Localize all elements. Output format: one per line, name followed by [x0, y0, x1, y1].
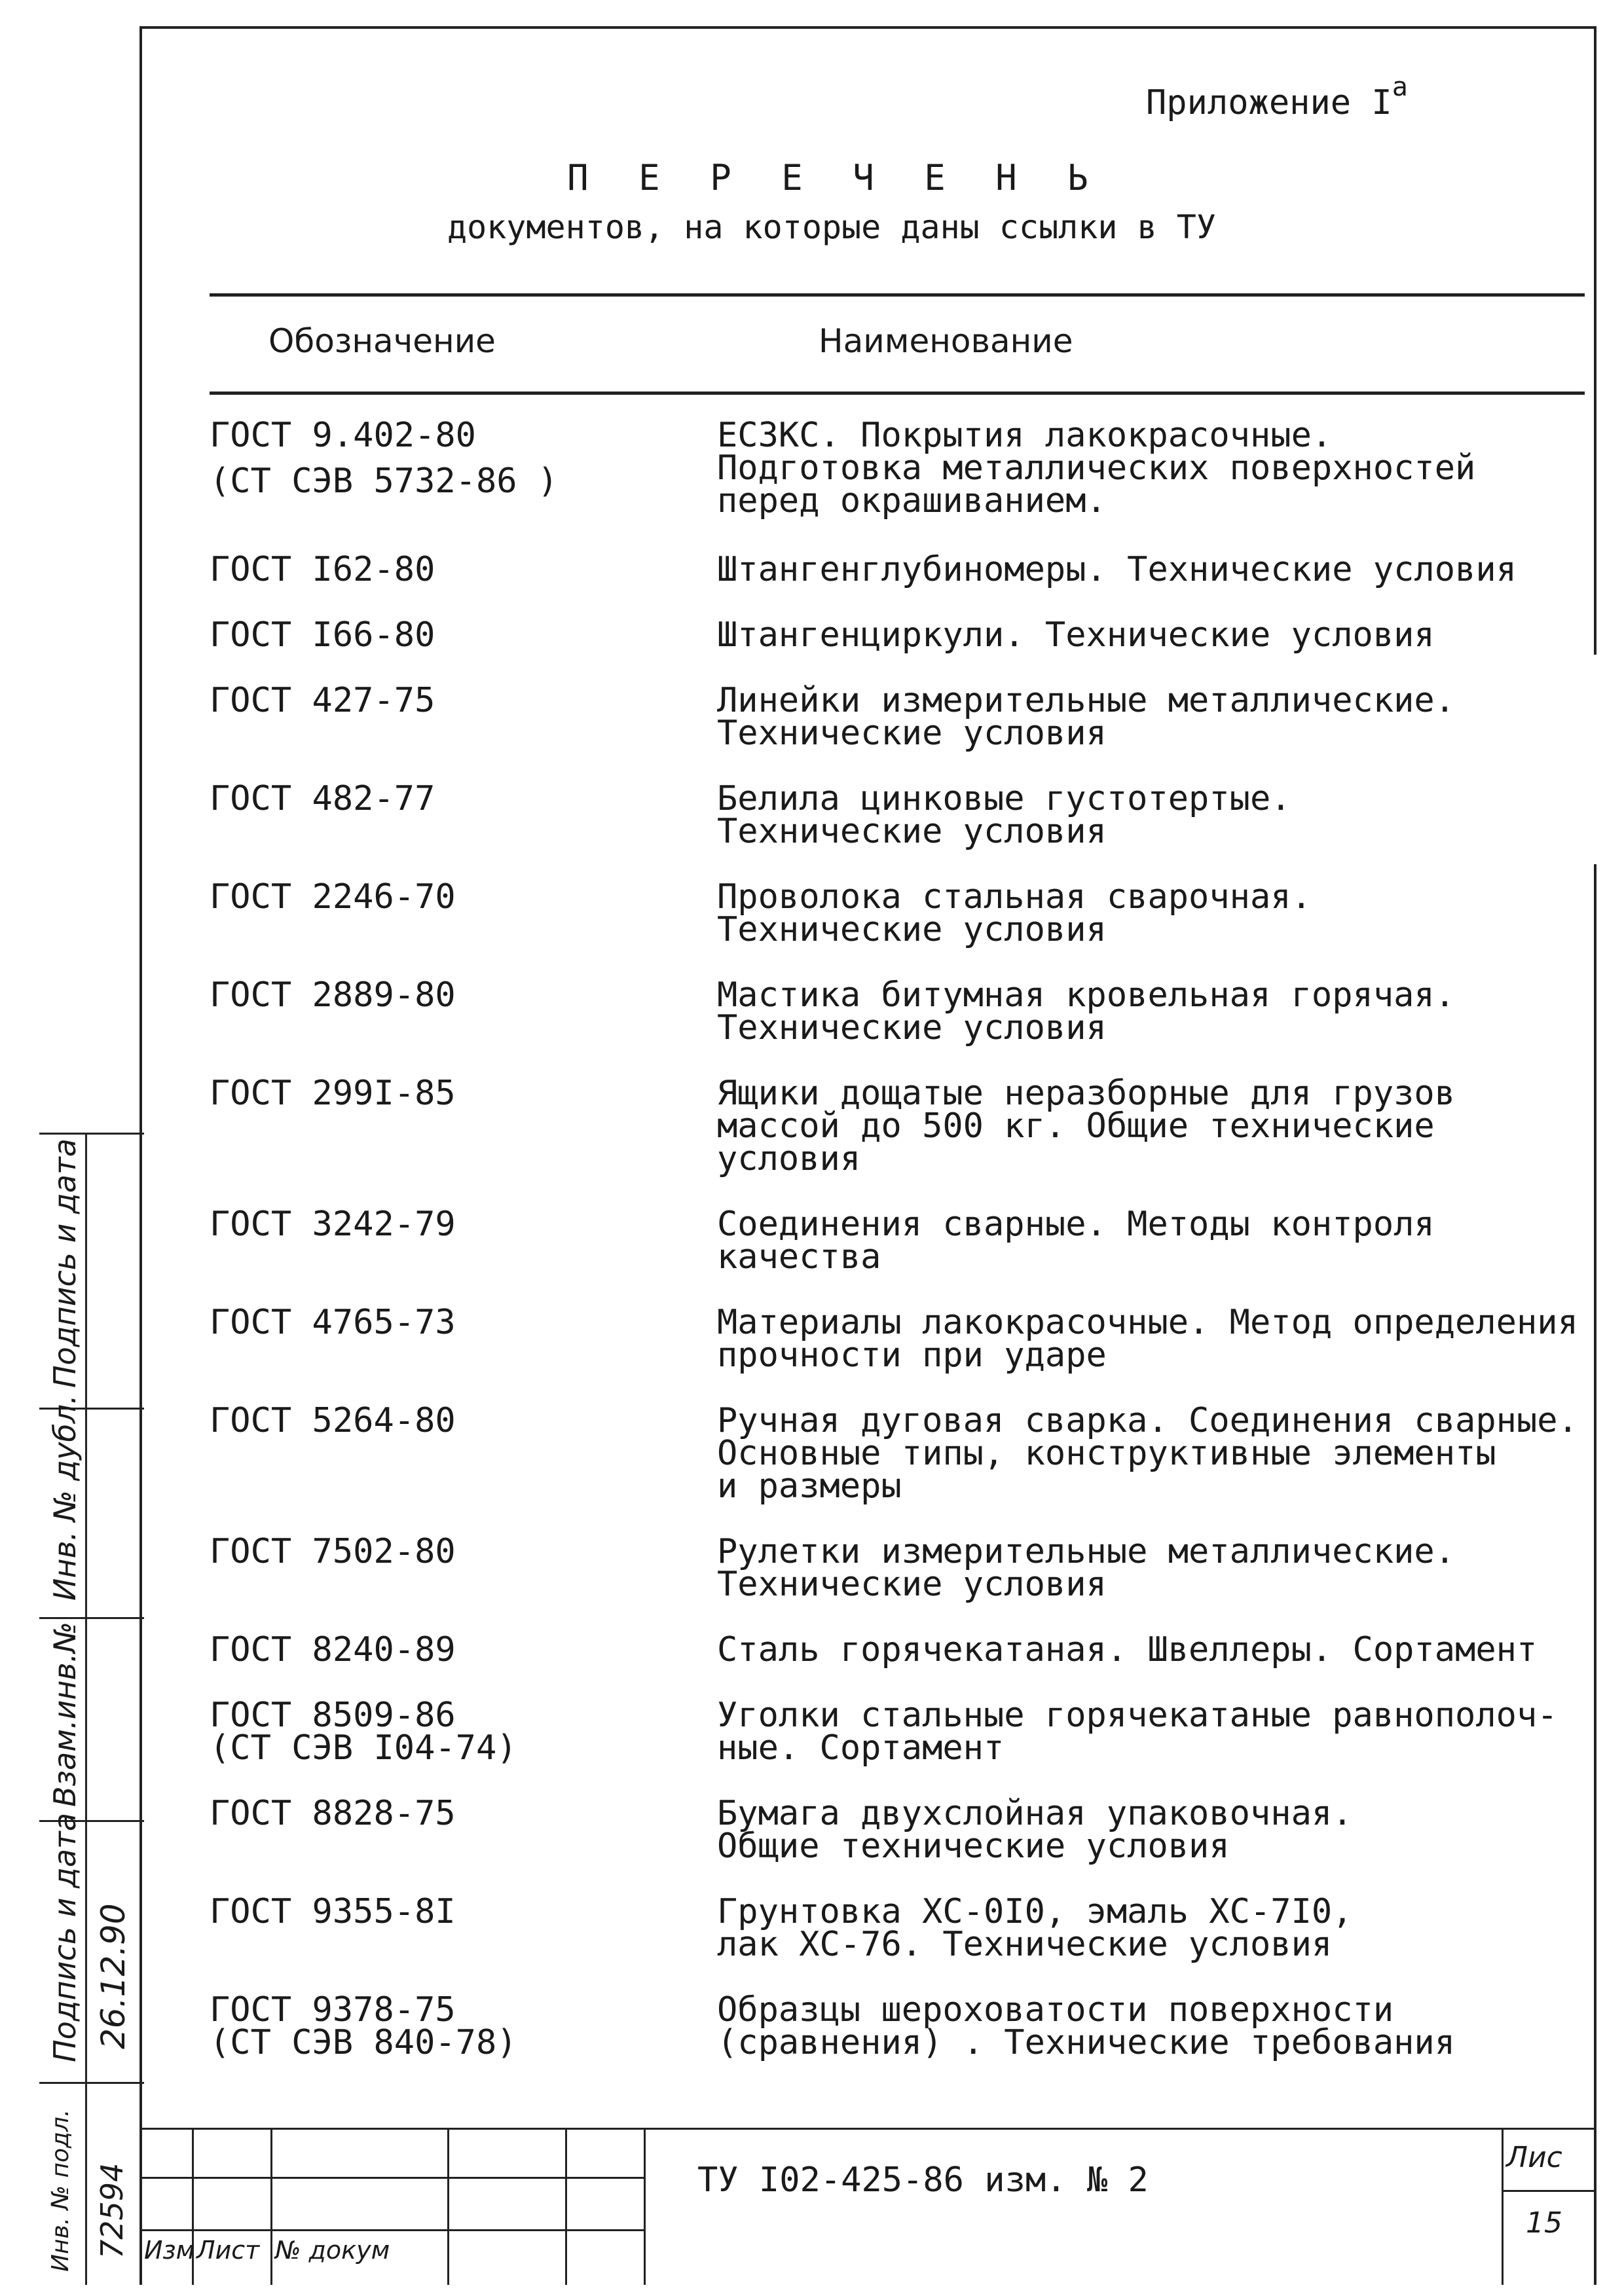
document-name-line: Технические условия	[717, 910, 1107, 949]
table-header-rule	[210, 392, 1585, 395]
document-code-line: ГОСТ 9355-8I	[210, 1892, 456, 1931]
side-stamp-divider	[85, 1133, 87, 2285]
frame-border-top	[139, 26, 1596, 29]
document-name-line: Подготовка металлических поверхностей	[717, 448, 1476, 488]
document-code-line: ГОСТ 4765-73	[210, 1303, 456, 1342]
side-stamp-line-4	[39, 2082, 144, 2084]
document-name-line: Основные типы, конструктивные элементы	[717, 1434, 1496, 1473]
document-name-line: массой до 500 кг. Общие технические	[717, 1106, 1435, 1146]
inv-dubl-label: Инв. № дубл.	[47, 1394, 83, 1601]
document-code	[210, 1794, 720, 1833]
handwritten-date: 26.12.90	[94, 1903, 132, 2049]
document-name-line: качества	[717, 1237, 881, 1277]
document-code-line: ГОСТ 9.402-80	[210, 416, 476, 455]
document-code-line: ГОСТ 8240-89	[210, 1630, 456, 1669]
document-code	[210, 1401, 720, 1440]
document-name-line: и размеры	[717, 1467, 902, 1506]
document-code	[210, 1074, 720, 1113]
document-name-line: ные. Сортамент	[717, 1728, 1005, 1768]
document-name	[717, 1074, 1595, 1178]
appendix-superscript: а	[1392, 72, 1408, 102]
table-top-rule	[210, 293, 1585, 297]
document-code	[210, 550, 720, 589]
document-name	[717, 550, 1595, 589]
document-name	[717, 1532, 1595, 1604]
title-block-top-line	[139, 2128, 1596, 2130]
document-name-line: перед окрашиванием.	[717, 481, 1107, 520]
document-name-line: Ручная дуговая сварка. Соединения сварные.	[717, 1401, 1578, 1440]
document-name-line: ЕСЗКС. Покрытия лакокрасочные.	[717, 416, 1333, 455]
document-code-line: ГОСТ 7502-80	[210, 1532, 456, 1571]
document-code	[210, 1630, 720, 1669]
document-code	[210, 1205, 720, 1244]
document-name-line: Штангенглубиномеры. Технические условия	[717, 550, 1517, 589]
document-name-line: Технические условия	[717, 714, 1107, 753]
document-code-line: ГОСТ 5264-80	[210, 1401, 456, 1440]
title-block-col-2	[270, 2128, 272, 2285]
document-code	[210, 877, 720, 917]
document-code	[210, 1696, 720, 1768]
document-code-line: ГОСТ 2889-80	[210, 975, 456, 1015]
column-header-name: Наименование	[819, 322, 1073, 360]
document-code-line: ГОСТ 482-77	[210, 779, 435, 818]
podpis-data-label-2: Подпись и дата	[47, 1812, 83, 2062]
document-code	[210, 1990, 720, 2062]
document-code-line: ГОСТ 8509-86	[210, 1696, 456, 1735]
document-code-line: ГОСТ 8828-75	[210, 1794, 456, 1833]
n-dokum-label: № докум	[275, 2236, 390, 2265]
title-block-row-line-1	[139, 2177, 644, 2179]
document-name-line: Уголки стальные горячекатаные равнополоч-	[717, 1696, 1558, 1735]
document-name	[717, 1630, 1595, 1669]
inv-podl-label: Инв. № подл.	[47, 2109, 74, 2272]
vzam-inv-label: Взам.инв.№	[47, 1621, 83, 1807]
side-stamp	[39, 1133, 144, 2285]
document-name-line: Технические условия	[717, 1565, 1107, 1604]
document-name-line: Ящики дощатые неразборные для грузов	[717, 1074, 1456, 1113]
page-subtitle: документов, на которые даны ссылки в ТУ	[447, 208, 1216, 246]
document-code	[210, 1303, 720, 1342]
document-code-line: ГОСТ 427-75	[210, 681, 435, 720]
title-block-sheet-line	[1502, 2190, 1596, 2192]
list-label: Лист	[196, 2236, 260, 2265]
title-block-col-3	[447, 2128, 449, 2285]
document-name	[717, 1696, 1595, 1768]
document-name	[717, 681, 1595, 753]
document-name	[717, 1303, 1595, 1375]
document-name	[717, 975, 1595, 1048]
document-name	[717, 1794, 1595, 1866]
side-stamp-top-line	[39, 1133, 144, 1135]
document-name	[717, 1401, 1595, 1506]
document-name-line: прочности при ударе	[717, 1336, 1107, 1375]
sheet-label: Лис	[1506, 2141, 1562, 2174]
document-code-sev: (СТ СЭВ I04-74)	[210, 1728, 517, 1768]
title-block-col-sheet	[1502, 2128, 1504, 2285]
title-block-col-4	[565, 2128, 567, 2285]
document-code-line: ГОСТ I62-80	[210, 550, 435, 589]
podpis-data-label-1: Подпись и дата	[47, 1138, 83, 1388]
document-name-line: Материалы лакокрасочные. Метод определения	[717, 1303, 1578, 1342]
document-name-line: лак ХС-76. Технические условия	[717, 1925, 1333, 1964]
document-code-line: ГОСТ I66-80	[210, 615, 435, 655]
document-name-line: условия	[717, 1139, 861, 1178]
document-code	[210, 681, 720, 720]
document-name-line: Сталь горячекатаная. Швеллеры. Сортамент	[717, 1630, 1538, 1669]
document-name	[717, 1990, 1595, 2062]
inv-number: 72594	[94, 2162, 130, 2259]
document-name	[717, 779, 1595, 851]
document-code-sev: (СТ СЭВ 840-78)	[210, 2023, 517, 2062]
document-name-line: Штангенциркули. Технические условия	[717, 615, 1435, 655]
document-name-line: Соединения сварные. Методы контроля	[717, 1205, 1435, 1244]
document-name	[717, 877, 1595, 949]
document-name-line: Линейки измерительные металлические.	[717, 681, 1456, 720]
document-name-line: Бумага двухслойная упаковочная.	[717, 1794, 1353, 1833]
document-name-line: Общие технические условия	[717, 1827, 1230, 1866]
document-name	[717, 1205, 1595, 1277]
document-code	[210, 416, 720, 501]
document-name-line: Проволока стальная сварочная.	[717, 877, 1312, 917]
title-block-row-line-2	[139, 2229, 644, 2231]
page-title: П Е Р Е Ч Е Н Ь	[567, 157, 1103, 198]
appendix-text: Приложение I	[1146, 83, 1392, 122]
document-name-line: Мастика битумная кровельная горячая.	[717, 975, 1456, 1015]
document-name	[717, 615, 1595, 655]
document-code-sev: (СТ СЭВ 5732-86 )	[210, 462, 559, 501]
document-name-line: Технические условия	[717, 1008, 1107, 1048]
document-name-line: Белила цинковые густотертые.	[717, 779, 1291, 818]
izm-label: Изм	[144, 2236, 195, 2265]
document-name-line: Рулетки измерительные металлические.	[717, 1532, 1456, 1571]
document-name-line: Технические условия	[717, 812, 1107, 851]
column-header-code: Обозначение	[268, 322, 496, 360]
document-name-line: Грунтовка ХС-0I0, эмаль ХС-7I0,	[717, 1892, 1353, 1931]
sheet-number: 15	[1526, 2206, 1562, 2240]
document-code	[210, 1892, 720, 1931]
document-name-line: Образцы шероховатости поверхности	[717, 1990, 1394, 2030]
document-code	[210, 1532, 720, 1571]
appendix-label	[1146, 72, 1408, 122]
document-code	[210, 975, 720, 1015]
document-code-line: ГОСТ 9378-75	[210, 1990, 456, 2030]
document-number: ТУ I02-425-86 изм. № 2	[697, 2160, 1149, 2200]
side-stamp-line-2	[39, 1617, 144, 1619]
title-block-col-5	[644, 2128, 646, 2285]
document-code-line: ГОСТ 299I-85	[210, 1074, 456, 1113]
document-name	[717, 416, 1595, 520]
document-code	[210, 615, 720, 655]
document-name-line: (сравнения) . Технические требования	[717, 2023, 1456, 2062]
document-code-line: ГОСТ 3242-79	[210, 1205, 456, 1244]
document-name	[717, 1892, 1595, 1964]
document-code	[210, 779, 720, 818]
document-code-line: ГОСТ 2246-70	[210, 877, 456, 917]
